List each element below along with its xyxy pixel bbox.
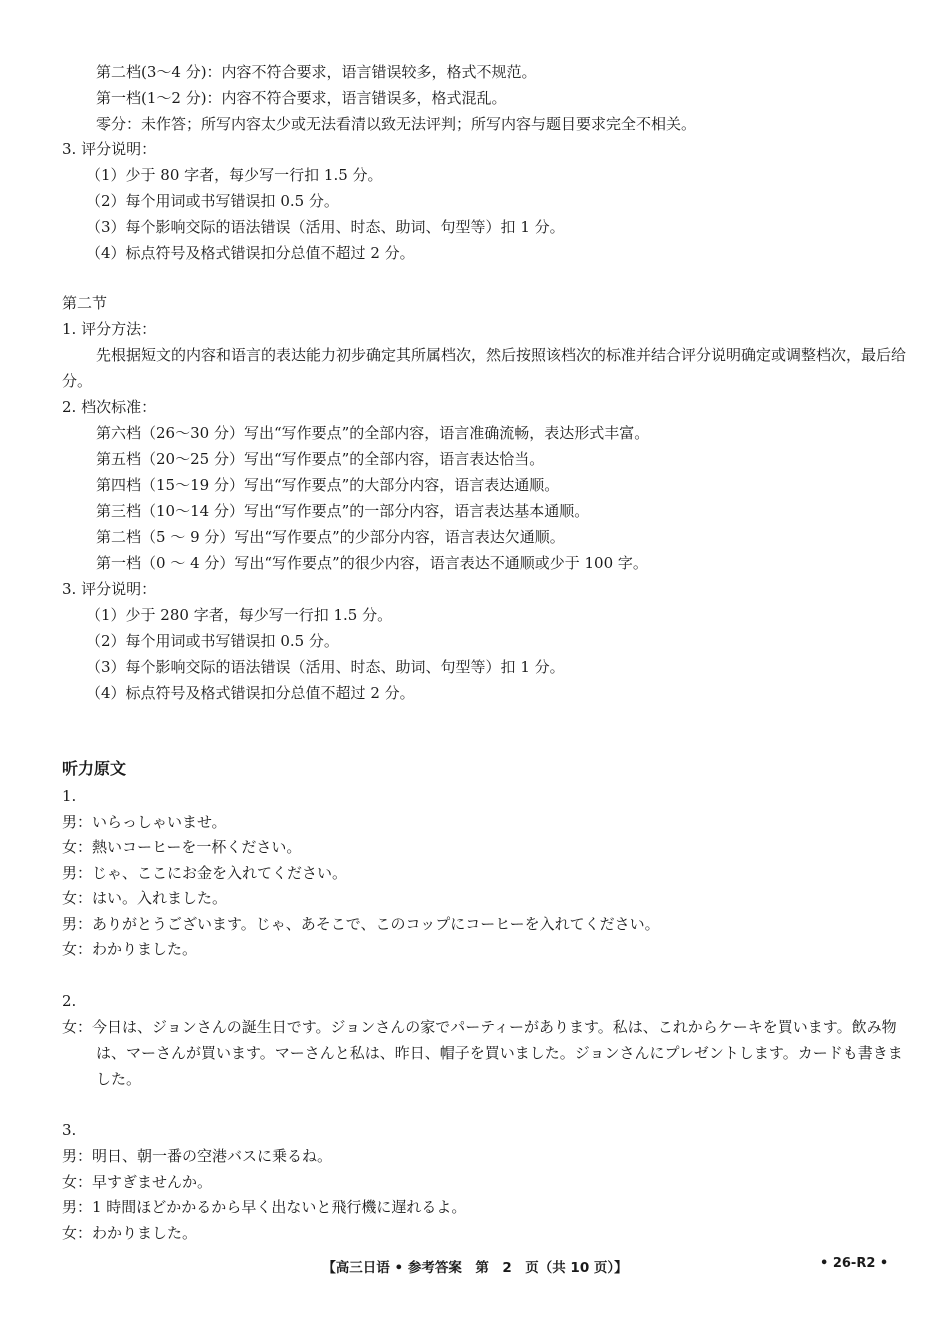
q1-line-1: 男：いらっしゃいませ。 — [62, 813, 227, 831]
s1-grade1: 第一档(1～2 分)：内容不符合要求，语言错误多，格式混乱。 — [96, 89, 507, 107]
s2-note-3: （3）每个影响交际的语法错误（活用、时态、助词、句型等）扣 1 分。 — [86, 658, 565, 676]
page-footer: 【高三日语 • 参考答案 第 2 页（共 10 页）】 — [322, 1260, 628, 1276]
s1-grade2: 第二档(3～4 分)：内容不符合要求，语言错误较多，格式不规范。 — [96, 63, 537, 81]
s2-grade-6: 第六档（26～30 分）写出“写作要点”的全部内容，语言准确流畅，表达形式丰富。 — [96, 424, 650, 442]
s2-note-4: （4）标点符号及格式错误扣分总值不超过 2 分。 — [86, 684, 415, 702]
s2-note-1: （1）少于 280 字者，每少写一行扣 1.5 分。 — [86, 606, 393, 624]
s2-grade-4: 第四档（15～19 分）写出“写作要点”的大部分内容，语言表达通顺。 — [96, 476, 560, 494]
listening-title: 听力原文 — [62, 759, 127, 778]
q1-line-3: 男：じゃ、ここにお金を入れてください。 — [62, 864, 348, 882]
s2-method-text: 先根据短文的内容和语言的表达能力初步确定其所属档次，然后按照该档次的标准并结合评分说明确定或调整档次，最后给分。 — [62, 346, 907, 390]
s1-note-2: （2）每个用词或书写错误扣 0.5 分。 — [86, 192, 339, 210]
s2-grade-5: 第五档（20～25 分）写出“写作要点”的全部内容，语言表达恰当。 — [96, 450, 545, 468]
s1-note-4: （4）标点符号及格式错误扣分总值不超过 2 分。 — [86, 244, 415, 262]
q3-line-3: 男：1 時間ほどかかるから早く出ないと飛行機に遅れるよ。 — [62, 1198, 467, 1216]
q2-text: 女：今日は、ジョンさんの誕生日です。ジョンさんの家でパーティーがあります。私は、これからケーキを買います。飲み物は、マーさんが買います。マーさんと私は、昨日、帽子を買いました。ジョンさんにプレゼントします。カードも書きました。 — [62, 1018, 903, 1088]
s2-title: 第二节 — [62, 294, 108, 312]
q3-number: 3. — [62, 1121, 77, 1139]
q2-number: 2. — [62, 992, 77, 1010]
q1-number: 1. — [62, 787, 77, 805]
s1-note-3: （3）每个影响交际的语法错误（活用、时态、助词、句型等）扣 1 分。 — [86, 218, 565, 236]
s2-grade-2: 第二档（5 ～ 9 分）写出“写作要点”的少部分内容，语言表达欠通顺。 — [96, 528, 565, 546]
q3-line-2: 女：早すぎませんか。 — [62, 1173, 213, 1191]
q1-line-2: 女：熱いコーヒーを一杯ください。 — [62, 838, 302, 856]
s2-note-2: （2）每个用词或书写错误扣 0.5 分。 — [86, 632, 339, 650]
s1-notes-heading: 3. 评分说明： — [62, 140, 157, 158]
q1-line-4: 女：はい。入れました。 — [62, 889, 228, 907]
s2-notes-heading: 3. 评分说明： — [62, 580, 157, 598]
s2-standard-heading: 2. 档次标准： — [62, 398, 157, 416]
q3-line-1: 男：明日、朝一番の空港バスに乗るね。 — [62, 1147, 333, 1165]
s1-zero-score: 零分：未作答；所写内容太少或无法看清以致无法评判；所写内容与题目要求完全不相关。 — [96, 115, 697, 133]
q1-line-5: 男：ありがとうございます。じゃ、あそこで、このコップにコーヒーを入れてください。 — [62, 915, 660, 933]
q3-line-4: 女：わかりました。 — [62, 1224, 198, 1242]
s2-method-heading: 1. 评分方法： — [62, 320, 157, 338]
s2-grade-1: 第一档（0 ～ 4 分）写出“写作要点”的很少内容，语言表达不通顺或少于 100 字。 — [96, 554, 648, 572]
q1-line-6: 女：わかりました。 — [62, 940, 198, 958]
s2-grade-3: 第三档（10～14 分）写出“写作要点”的一部分内容，语言表达基本通顺。 — [96, 502, 590, 520]
page-code: • 26-R2 • — [820, 1256, 889, 1271]
s1-note-1: （1）少于 80 字者，每少写一行扣 1.5 分。 — [86, 166, 383, 184]
